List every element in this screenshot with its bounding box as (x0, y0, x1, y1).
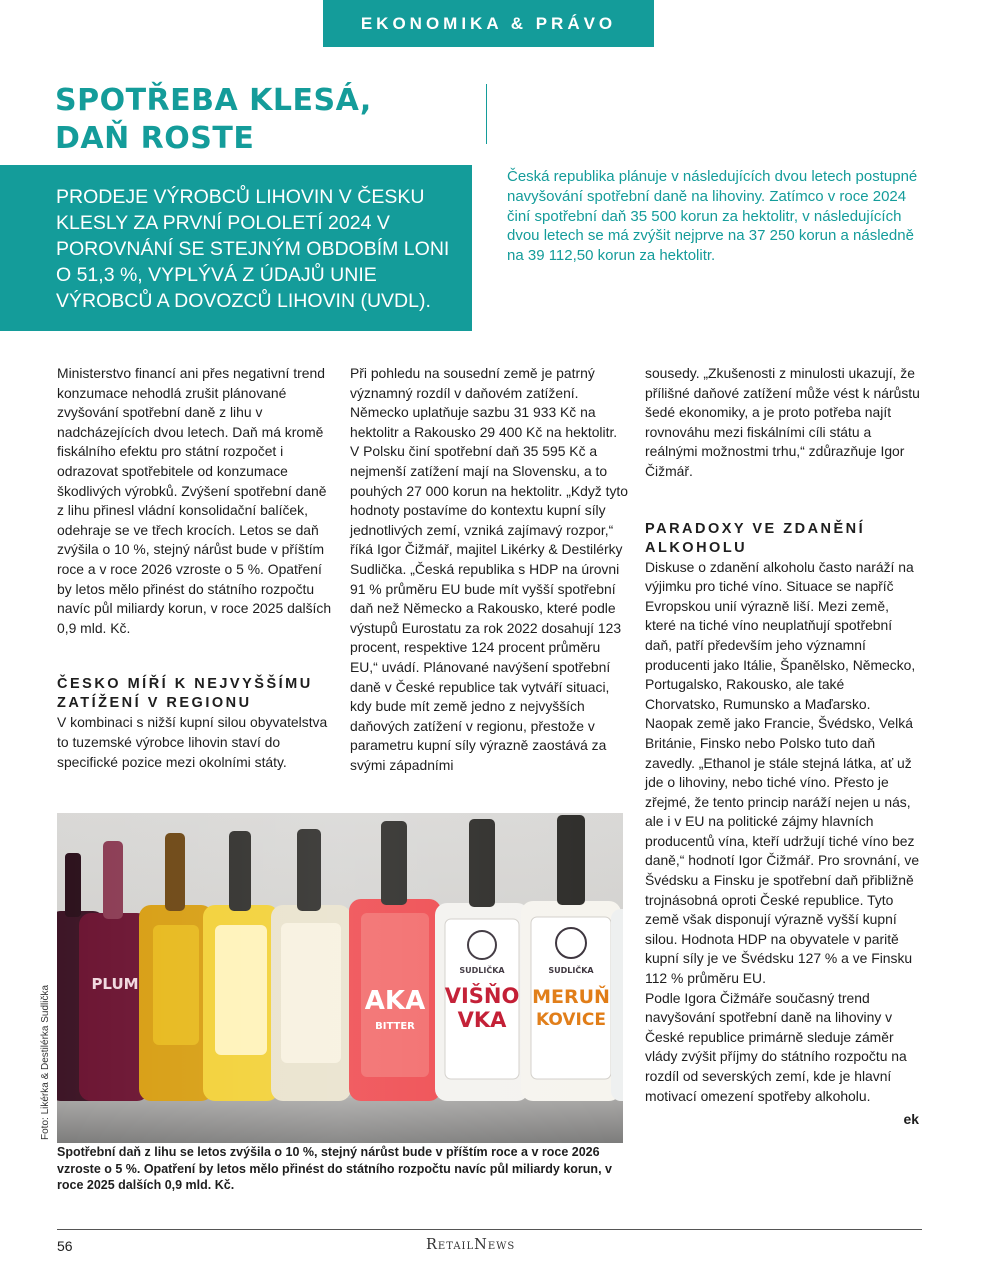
page-number: 56 (57, 1238, 73, 1254)
photo-credit: Foto: Likérka & Destilérka Sudlička (40, 984, 51, 1140)
subheading: PARADOXY VE ZDANĚNÍ ALKOHOLU (645, 520, 866, 556)
headline-line-1: SPOTŘEBA KLESÁ, (55, 83, 372, 118)
bottle-label: BITTER (375, 1021, 415, 1032)
paragraph: Diskuse o zdanění alkoholu často naráží na výjimku pro tiché víno. Situace se napříč Evropskou unií výrazně liší. Mezi země, které na tiché víno neuplatňují spotřební daň, patří především jeho významní producenti jako Itálie, Španělsko, Německo, Portugalsko, Rakousko, ale také Chorvatsko, Rumunsko a Maďarsko. (645, 558, 916, 712)
paragraph: Podle Igora Čižmáře současný trend navyšování spotřební daně na lihoviny v České republice primárně sleduje záměr vlády zvýšit příjmy do státního rozpočtu na rozdíl od severských zemí, kde je hlavní motivací omezení spotřeby alkoholu. (645, 989, 907, 1104)
paragraph: Ministerstvo financí ani přes negativní trend konzumace nehodlá zrušit plánované zvyšování spotřební daně z lihu v nadcházejících dvou letech. Daň má kromě fiskálního efektu pro státní rozpočet i odrazovat spotřebitele od konzumace škodlivých výrobků. Zvýšení spotřební daně z lihu přinesl vládní konsolidační balíček, odehraje se ve třech krocích. Letos se daň zvýšila o 10 %, stejný nárůst bude v příštím roce a v roce 2026 vzroste o 5 %. Opatření by letos mělo přinést do státního rozpočtu navíc půl miliardy korun, v roce 2025 dalších 0,9 mld. Kč. (57, 365, 332, 636)
author-signature: ek (903, 1111, 919, 1128)
bottle-label: SUDLIČKA (548, 966, 594, 975)
bottle-label: KOVICE (536, 1010, 606, 1030)
bottles-illustration (57, 813, 623, 1143)
photo-caption: Spotřební daň z lihu se letos zvýšila o 10 %, stejný nárůst bude v příštím roce a v roce 2026 vzroste o 5 %. Opatření by letos mělo přinést do státního rozpočtu navíc půl miliardy korun, v roce 2025 dalších 0,9 mld. Kč. (57, 1145, 612, 1192)
product-photo (57, 813, 623, 1143)
subheading: ČESKO MÍŘÍ K NEJVYŠŠÍMU ZATÍŽENÍ V REGIONU (57, 676, 313, 712)
lead-text: PRODEJE VÝROBCŮ LIHOVIN V ČESKU KLESLY ZA PRVNÍ POLOLETÍ 2024 V POROVNÁNÍ SE STEJNÝM OBDOBÍM LONI O 51,3 %, VYPLÝVÁ Z ÚDAJŮ UNIE VÝROBCŮ A DOVOZCŮ LIHOVIN (UVDL). (56, 186, 450, 312)
lead-box (0, 165, 472, 331)
headline-line-2: DAŇ ROSTE (55, 121, 255, 156)
magazine-logo: RetailNews (426, 1237, 516, 1253)
bottle-label: AKA (364, 986, 426, 1016)
bottle-label: MERUŇ (532, 986, 610, 1008)
bottle-label: VKA (457, 1008, 507, 1032)
headline (55, 82, 372, 158)
article-column-1 (57, 364, 337, 772)
paragraph: Naopak země jako Francie, Švédsko, Velká Británie, Finsko nebo Polsko tuto daň zavedly. „Ethanol je stále stejná látka, ať už jde o lihoviny, nebo tiché víno. Přesto je zřejmé, že tento princip naráží nejen u nás, ale i v EU na politické zájmy hlavních producentů vína, kteří udržují tiché víno bez daně,“ hodnotí Igor Čižmář. Pro srovnání, ve Švédsku a Finsku je spotřební daň přibližně trojnásobná oproti České republice. Tyto země však disponují výrazně vyšší kupní silou. Hodnota HDP na obyvatele v paritě kupní síly je ve Švédsku 127 % a ve Finsku 112 % průměru EU. (645, 715, 920, 987)
bottle-label: SUDLIČKA (459, 966, 505, 975)
section-tab: EKONOMIKA & PRÁVO (323, 0, 654, 47)
paragraph: V kombinaci s nižší kupní silou obyvatelstva to tuzemské výrobce lihovin staví do specifické pozice mezi okolními státy. (57, 714, 328, 770)
article-column-2 (350, 364, 628, 775)
header-divider (486, 84, 487, 144)
bottle-label: PLUM (91, 975, 139, 993)
article-column-3 (645, 364, 921, 1130)
bottle-label: VIŠŇO (444, 984, 520, 1008)
intro-text: Česká republika plánuje v následujících dvou letech postupné navyšování spotřební daně na lihoviny. Zatímco v roce 2024 činí spotřební daň 35 500 korun za hektolitr, v následujících dvou letech se má zvýšit nejprve na 37 250 korun a následně na 39 112,50 korun za hektolitr. (507, 168, 918, 265)
paragraph: sousedy. „Zkušenosti z minulosti ukazují, že přílišné daňové zatížení může vést k nárůstu šedé ekonomiky, a je proto potřeba najít rovnováhu mezi fiskálními cíli státu a reálnými možnostmi trhu,“ zdůrazňuje Igor Čižmář. (645, 365, 920, 479)
paragraph: Při pohledu na sousední země je patrný významný rozdíl v daňovém zatížení. Německo uplatňuje sazbu 31 933 Kč na hektolitr a Rakousko 29 400 Kč na hektolitr. V Polsku činí spotřební daň 35 595 Kč a nejmenší zatížení mají na Slovensku, a to pouhých 27 000 korun na hektolitr. „Když tyto hodnoty postavíme do kontextu kupní síly jednotlivých zemí, vzniká zajímavý rozpor,“ říká Igor Čižmář, majitel Likérky & Destilérky Sudlička. „Česká republika s HDP na úrovni 91 % průměru EU bude mít vyšší spotřební daň než Německo a Rakousko, které podle výstupů Eurostatu za rok 2022 dosahují 123 procent, respektive 124 procent průměru EU,“ uvádí. Plánované navýšení spotřební daně v České republice tak vytváří situaci, kdy bude mít země jedno z nejvyšších daňových zatížení v regionu, přestože v parametru kupní síly výrazně zaostává za svými západními (350, 365, 628, 773)
footer-divider (57, 1229, 922, 1230)
